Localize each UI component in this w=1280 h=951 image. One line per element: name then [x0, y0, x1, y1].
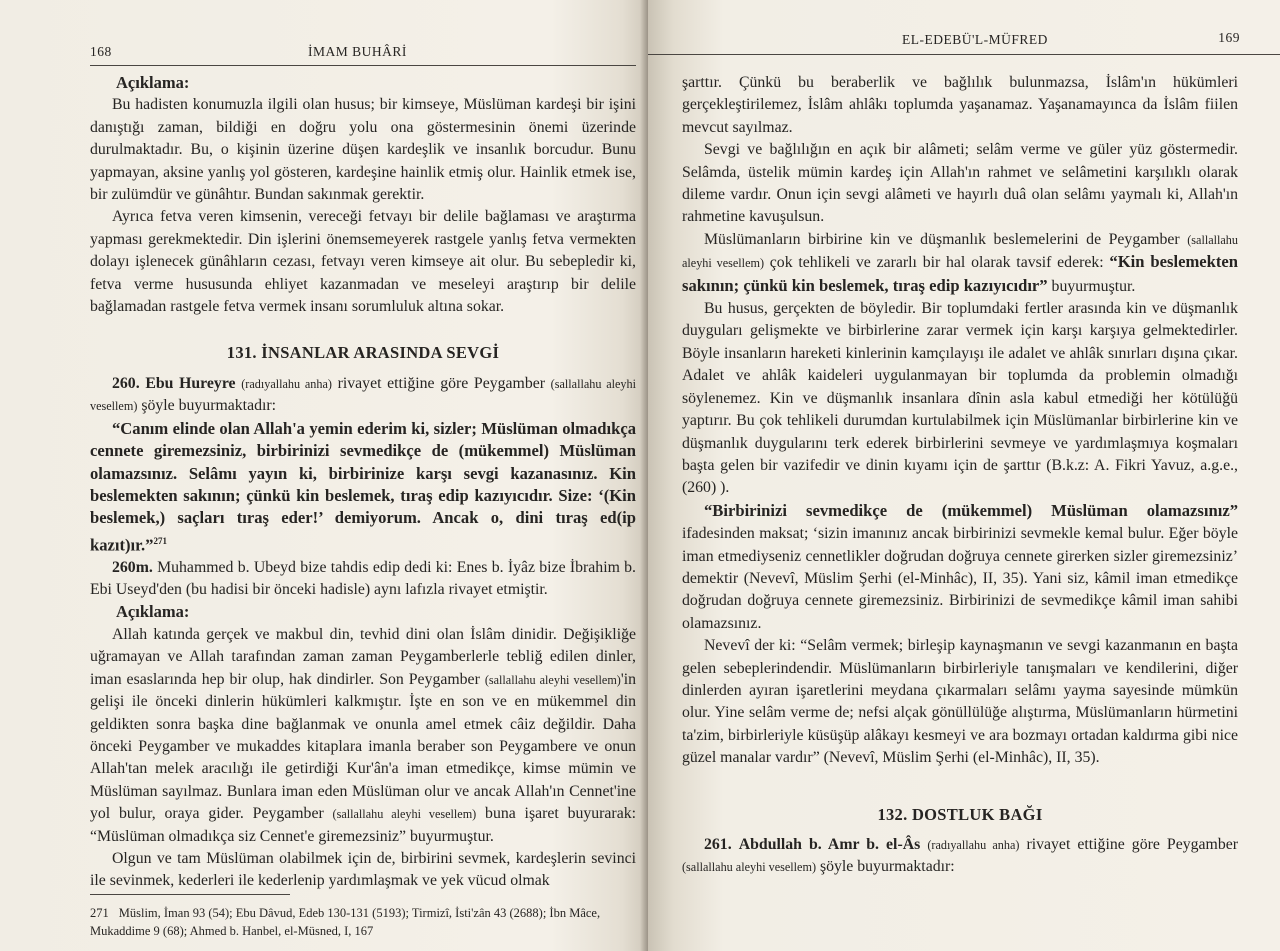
chapter-heading: 132. DOSTLUK BAĞI: [877, 804, 1043, 824]
honorific: (radıyallahu anha): [241, 376, 332, 391]
left-running-head: [90, 0, 634, 62]
footnote-rule: [90, 894, 290, 895]
header-rule: [648, 54, 1280, 55]
honorific: (sallallahu aleyhi vesellem): [484, 672, 621, 687]
text-run: çok tehlikeli ve zararlı bir hal olarak tavsif ederek:: [764, 254, 1110, 272]
hadith-number: 261.: [704, 836, 732, 853]
left-body-text: [90, 72, 636, 893]
honorific: (sallallahu aleyhi vesellem): [682, 232, 1238, 271]
intro-text: şöyle buyurmaktadır:: [137, 397, 277, 415]
text-run: ifadesinden maksat; ‘sizin imanınız ancak birbirinizi sevmekle kemal bulur. Eğer böyle iman etmediyseniz cennetlikler doğrudan doğruya cennete girerken sizler giremezsiniz’ demektir (Nevevî, Müslim Şerhi (el-Minhâc), II, 35). Yani siz, kâmil iman etmedikçe doğrudan doğruya cennete giremezsiniz. Birbirinizi de sevmedikçe kâmil iman sahibi olamazsınız.: [682, 525, 1238, 632]
paragraph: şarttır. Çünkü bu beraberlik ve bağlılık bulunmazsa, İslâm'ın hükümleri gerçekleştirilemez, İslâm ahlâkı toplumda yaşanamaz. Yaşanamayınca da İslâm fiilen mevcut sayılmaz.: [682, 74, 1238, 136]
hadith-variant: [90, 557, 636, 602]
paragraph: [682, 500, 1238, 635]
hadith-intro: [90, 373, 636, 418]
paragraph: Sevgi ve bağlılığın en açık bir alâmeti; selâm verme ve güler yüz göstermedir. Selâmda, üstelik mümin kardeş için Allah'ın rahmet ve selâmetini karşılıklı olarak dileme vardır. Onun için sevgi alâmeti ve hayırlı duâ olan selâmı yaymalı ki, Allah'ın rahmetine kavuşulsun.: [682, 141, 1238, 226]
right-running-head: [682, 0, 1240, 62]
text-run: 'in gelişi ile önceki dinlerin hükümleri kalkmıştır. İşte en son ve en mükemmel din geldikten sonra başka dine bağlanmak ve onunla amel etmek câiz değildir. Daha önceki Peygamber ve mukaddes kitaplara imanla beraber son Peygambere ve onun Allah'tan melek aracılığı ile getirdiği Kur'ân'a iman etmedikçe, kimse mümin ve Müslüman sayılmaz. Bunlara iman eden Müslüman olur ve ancak Allah'ın Cennet'ine yol bulur, oraya gider. Peygamber: [90, 670, 637, 823]
section-label: Açıklama:: [116, 602, 190, 622]
hadith-number: 260m.: [112, 558, 153, 576]
header-rule: [90, 65, 636, 66]
paragraph: Ayrıca fetva veren kimsenin, vereceği fetvayı bir delile bağlaması ve araştırma yapması gerekmektedir. Din işlerini önemsemeyerek rastgele yanlış fetva vermekten dolayı işlenecek günâhların cezası, fetvayı veren kimseye ait olur. Bu sebepledir ki, fetva verme hususunda ehliyet kazanmadan ve meseleyi araştırıp bir delile bağlamadan rastgele fetva vermek insanı sorumluluk altına sokar.: [90, 208, 636, 316]
paragraph: [682, 229, 1238, 298]
paragraph: Bu husus, gerçekten de böyledir. Bir toplumdaki fertler arasında kin ve düşmanlık duyguları gelişmekte ve birbirlerine zarar vermek için karşı karşıya gelmektedirler. Böyle insanların hareketi kinlerinin kamçılayışı ile adalet ve ahlâk sınırları dışına çıkar. Adalet ve ahlâk kaideleri uygulanmayan bir toplumda da problemin olmadığı söylenemez. Kin ve düşmanlık insanlara dînin asla kabul etmediği her kötülüğü yaptırır. Bu çok tehlikeli durumdan kurtulabilmek için Müslümanlar birbirlerine kin ve düşmanlık duygularını terk ederek birbirlerini sevmeye ve yardımlaşmıya koşmaları başta gelen bir vazifedir ve dinin kıyamı için de şarttır (B.k.z: A. Fikri Yavuz, a.g.e., (260) ).: [682, 300, 1238, 497]
paragraph: Bu hadisten konumuzla ilgili olan husus; bir kimseye, Müslüman kardeşi bir işini danıştığı zaman, bildiği en doğru yolu ona göstermesinin önemi üzerinde durulmaktadır. Bu, o kişinin üzerine düşen kardeşlik ve insanlık borcudur. Bunu yapmayan, aksine yanlış yol gösteren, kardeşine hainlik etmiş olur. Hainlik etmek ise, bir zulümdür ve günâhtır. Bundan sakınmak gerektir.: [90, 96, 636, 204]
honorific: (sallallahu aleyhi vesellem): [90, 376, 636, 414]
narrator-name: Ebu Hureyre: [145, 374, 236, 392]
paragraph: [90, 624, 636, 848]
footnote-marker: 271: [153, 535, 167, 546]
variant-text: Muhammed b. Ubeyd bize tahdis edip dedi ki: Enes b. İyâz bize İbrahim b. Ebi Useyd'den (bu hadisi bir önceki hadisle) aynı lafızla rivayet etmiştir.: [90, 558, 636, 599]
quoted-hadith: “Birbirinizi sevmedikçe de (mükemmel) Müslüman olamazsınız”: [704, 500, 1238, 520]
quoted-hadith: “Kin beslemekten sakının; çünkü kin beslemek, tıraş edip kazıyıcıdır”: [682, 252, 1238, 295]
footnote-number: 271: [90, 906, 109, 920]
intro-text: rivayet ettiğine göre Peygamber: [1019, 836, 1238, 853]
intro-text: rivayet ettiğine göre Peygamber: [331, 374, 551, 392]
hadith-number: 260.: [112, 374, 140, 392]
hadith-intro: [682, 834, 1238, 879]
footnote: [90, 904, 636, 940]
chapter-heading: 131. İNSANLAR ARASINDA SEVGİ: [226, 343, 500, 363]
page-number: 168: [90, 44, 112, 59]
paragraph: Olgun ve tam Müslüman olabilmek için de, birbirini sevmek, kardeşlerin sevinci ile sevinmek, kederleri ile kederlenip yardımlaşmak ve yek vücud olmak: [90, 849, 636, 890]
text-run: Allah katında gerçek ve makbul din, tevhid dini olan İslâm dinidir. Değişikliğe uğramayan ve Allah tarafından zaman zaman Peygamberlerle tebliğ edilen dinler, iman esaslarında hep bir olup, hak dindirler. Son Peygamber: [90, 625, 636, 688]
hadith-body: “Canım elinde olan Allah'a yemin ederim ki, sizler; Müslüman olmadıkça cennete giremezsiniz, birbirinizi sevmedikçe de (mükemmel) Müslüman olamazsınız. Selâmı yayın ki, birbirinize karşı sevgi kazanasınız. Kin beslemekten sakının; çünkü kin beslemek, tıraş edip kazıyıcıdır. Size: ‘(Kin beslemek,) saçları tıraş eder!’ demiyorum. Ancak o, dini tıraş ed(ip kazıt)ır.”: [90, 418, 636, 555]
honorific: (sallallahu aleyhi vesellem): [682, 860, 817, 875]
running-title: EL-EDEBÜ'L-MÜFRED: [902, 32, 1048, 47]
section-label: Açıklama:: [116, 73, 190, 92]
intro-text: şöyle buyurmaktadır:: [816, 858, 955, 876]
narrator-name: Abdullah b. Amr b. el-Âs: [738, 836, 921, 853]
hadith-text: [90, 418, 636, 557]
text-run: Müslümanların birbirine kin ve düşmanlık beslemelerini de Peygamber: [704, 230, 1188, 248]
right-body-text: [682, 72, 1238, 879]
text-run: buna işaret buyurarak: “Müslüman olmadıkça siz Cennet'e giremezsiniz” buyurmuştur.: [90, 805, 636, 845]
page-number: 169: [1218, 30, 1240, 45]
right-page: [648, 0, 1280, 951]
honorific: (sallallahu aleyhi vesellem): [332, 807, 477, 822]
footnote-text: Müslim, İman 93 (54); Ebu Dâvud, Edeb 130-131 (5193); Tirmizî, İsti'zân 43 (2688); İbn Mâce, Mukaddime 9 (68); Ahmed b. Hanbel, el-Müsned, I, 167: [90, 906, 601, 938]
text-run: buyurmuştur.: [1047, 277, 1136, 295]
paragraph: Nevevî der ki: “Selâm vermek; birleşip kaynaşmanın ve sevgi kazanmanın en başta gelen sebeplerindendir. Müslümanların birbirleriyle tanışmaları ve kendilerini, diğer dinlerden ayıran işaretlerini meydana çıkarmaları selâmı yayma sayesinde mümkün olur. Yine selâm verme de; nefsi alçak gönüllülüğe alıştırma, Müslümanların hürmetini ta'zim, birbirleriyle küsüşüp alâkayı kesmeyi ve ara bozmayı ortadan kaldırma gibi nice güzel manalar vardır” (Nevevî, Müslim Şerhi (el-Minhâc), II, 35).: [682, 637, 1238, 767]
honorific: (radıyallahu anha): [927, 838, 1020, 852]
running-title: İMAM BUHÂRİ: [308, 44, 407, 59]
